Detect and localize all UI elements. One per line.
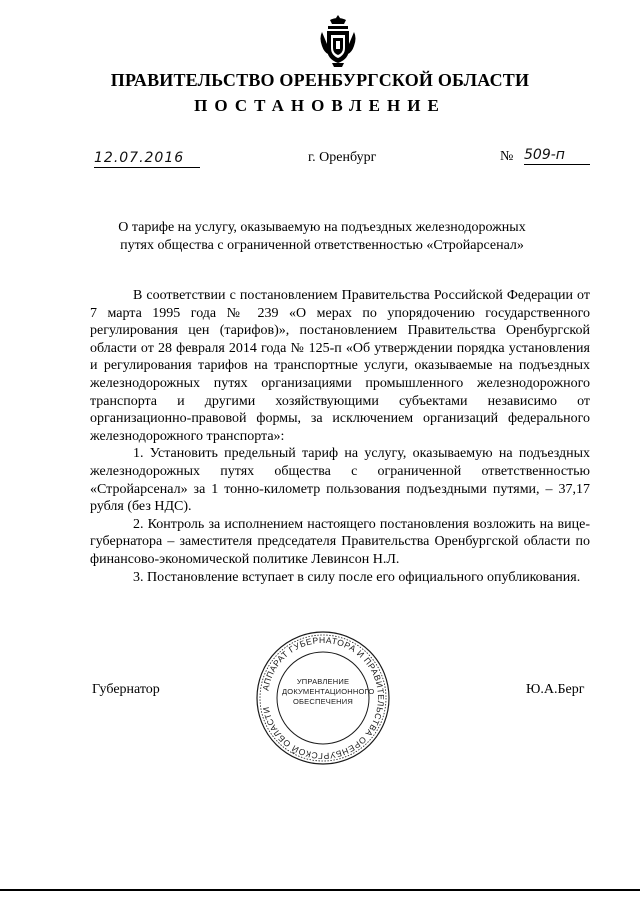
clause-3-paragraph: 3. Постановление вступает в силу после его официального опубликования.: [133, 569, 581, 585]
stamp-inner-text: [282, 677, 375, 707]
stamp-ring-text: АППАРАТ ГУБЕРНАТОРА И ПРАВИТЕЛЬСТВА ОРЕНБУРГСКОЙ ОБЛАСТИ: [260, 634, 387, 762]
subject-line: О тарифе на услугу, оказываемую на подъездных железнодорожных: [118, 220, 526, 235]
stamp-line: УПРАВЛЕНИЕ: [296, 677, 350, 686]
document-subject: [90, 219, 554, 255]
footer-rule: [0, 889, 640, 891]
document-type: ПОСТАНОВЛЕНИЕ: [194, 96, 446, 115]
oren-coat-of-arms-icon: [318, 14, 358, 68]
date-underline: [94, 167, 200, 168]
clause-2-paragraph: 2. Контроль за исполнением настоящего постановления возложить на вице-губернатора – заместителя председателя Правительства Оренбургской области по финансово-экономической политике Левинсон Н.Л.: [90, 516, 590, 567]
number-underline: [524, 164, 590, 165]
document-body: [90, 287, 590, 586]
handwritten-number: 509-п: [524, 147, 565, 163]
handwritten-date: 12.07.2016: [94, 150, 185, 166]
stamp-line: ДОКУМЕНТАЦИОННОГО: [282, 687, 375, 696]
government-name: ПРАВИТЕЛЬСТВО ОРЕНБУРГСКОЙ ОБЛАСТИ: [110, 70, 530, 90]
document-city: г. Оренбург: [308, 150, 377, 165]
signer-title: Губернатор: [92, 682, 160, 697]
clause-1-paragraph: 1. Установить предельный тариф на услугу, оказываемую на подъездных железнодорожных путях общества с ограниченной ответственностью «Стройарсенал» за 1 тонно-километр пользования подъездными путями, – 37,17 рубля (без НДС).: [90, 446, 590, 515]
signer-name: Ю.А.Берг: [526, 682, 585, 697]
document-number: [500, 147, 590, 169]
preamble-paragraph: В соответствии с постановлением Правительства Российской Федерации от 7 марта 1995 года № 239 «О мерах по упорядочению государственного регулирования цен (тарифов)», постановлением Правительства Оренбургской области от 28 февраля 2014 года № 125-п «Об утверждении порядка установления и регулирования тарифов на транспортные услуги, оказываемые на подъездных железнодорожных путях организациями промышленного железнодорожного транспорта и другими хозяйствующими субъектами независимо от организационно-правовой формы, за исключением организаций федерального железнодорожного транспорта»:: [90, 288, 590, 444]
document-date: [94, 150, 200, 170]
subject-line: путях общества с ограниченной ответственностью «Стройарсенал»: [120, 238, 524, 253]
number-sign: №: [500, 149, 514, 164]
stamp-line: ОБЕСПЕЧЕНИЯ: [293, 697, 353, 706]
